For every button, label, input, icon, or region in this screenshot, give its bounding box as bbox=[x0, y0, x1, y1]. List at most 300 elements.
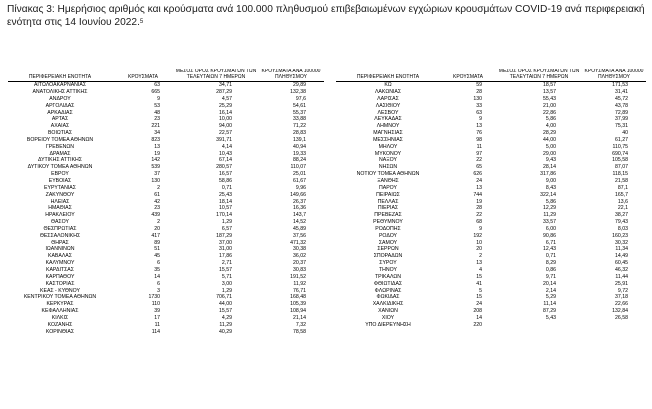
cases-cell: 13 bbox=[154, 143, 160, 150]
cases-cell: 22 bbox=[476, 157, 482, 164]
region-name-cell: ΒΟΙΩΤΙΑΣ bbox=[47, 130, 73, 137]
region-name-cell: ΘΕΣΣΑΛΟΝΙΚΗΣ bbox=[39, 232, 81, 239]
table-row bbox=[8, 123, 324, 130]
region-name-cell: ΞΑΝΘΗΣ bbox=[377, 178, 399, 184]
table-row bbox=[8, 212, 324, 219]
region-name-cell: ΛΑΣΙΘΙΟΥ bbox=[375, 102, 401, 109]
table-row bbox=[336, 294, 646, 301]
table-row bbox=[8, 110, 324, 117]
cases-per-100k-cell: 55,37 bbox=[293, 109, 306, 116]
region-name-cell: ΛΕΣΒΟΥ bbox=[377, 109, 399, 116]
region-name-cell: ΥΠΟ ΔΙΕΡΕΥΝΗΣΗ bbox=[365, 321, 411, 328]
seven-day-average-cell: 16,14 bbox=[219, 109, 232, 116]
table-row bbox=[8, 157, 324, 164]
table-row bbox=[336, 96, 646, 103]
cases-cell: 13 bbox=[476, 260, 482, 267]
seven-day-average-cell: 0,71 bbox=[545, 253, 556, 260]
region-name-cell: ΣΕΡΡΩΝ bbox=[377, 246, 399, 253]
cases-per-100k-cell: 14,52 bbox=[293, 219, 306, 226]
cases-cell: 20 bbox=[476, 246, 482, 253]
table-row bbox=[336, 157, 646, 164]
region-name-cell: ΝΗΣΩΝ bbox=[378, 164, 398, 171]
seven-day-average-cell: 4,14 bbox=[221, 143, 232, 150]
seven-day-average-cell: 15,57 bbox=[219, 266, 232, 273]
cases-per-100k-cell: 43,78 bbox=[615, 102, 628, 109]
seven-day-average-cell: 5,86 bbox=[545, 116, 556, 123]
seven-day-average-cell: 37,00 bbox=[219, 239, 232, 246]
region-name-cell: ΛΑΚΩΝΙΑΣ bbox=[374, 89, 402, 96]
cases-per-100k-cell: 171,53 bbox=[612, 82, 628, 89]
cases-cell: 3 bbox=[157, 287, 160, 294]
table-row bbox=[8, 274, 324, 281]
cases-cell: 33 bbox=[476, 102, 482, 109]
region-name-cell: ΣΑΜΟΥ bbox=[378, 239, 398, 246]
seven-day-average-cell: 25,43 bbox=[219, 191, 232, 198]
cases-cell: 98 bbox=[476, 136, 482, 143]
cases-per-100k-cell: 36,02 bbox=[293, 253, 306, 260]
header-row bbox=[336, 69, 646, 82]
right-data-table bbox=[336, 69, 646, 329]
region-name-cell: ΚΕΦΑΛΛΗΝΙΑΣ bbox=[41, 308, 79, 315]
seven-day-average-cell: 187,29 bbox=[216, 232, 232, 239]
seven-day-average-cell: 10,43 bbox=[219, 150, 232, 157]
table-row bbox=[336, 226, 646, 233]
cases-cell: 63 bbox=[476, 109, 482, 116]
cases-cell: 130 bbox=[151, 178, 160, 184]
cases-cell: 89 bbox=[154, 239, 160, 246]
cases-cell: 220 bbox=[473, 321, 482, 328]
cases-per-100k-cell: 168,48 bbox=[290, 294, 306, 301]
seven-day-average-cell: 4,29 bbox=[221, 314, 232, 321]
table-row bbox=[8, 301, 324, 308]
table-row bbox=[8, 233, 324, 240]
region-name-cell: ΤΗΝΟΥ bbox=[379, 266, 397, 273]
cases-cell: 9 bbox=[479, 225, 482, 232]
table-row bbox=[336, 199, 646, 206]
cases-cell: 15 bbox=[476, 294, 482, 301]
region-name-cell: ΠΑΡΟΥ bbox=[379, 184, 397, 191]
region-name-cell: ΛΑΡΙΣΑΣ bbox=[377, 95, 399, 102]
cases-cell: 17 bbox=[154, 314, 160, 321]
region-name-cell: ΣΥΡΟΥ bbox=[379, 260, 397, 267]
cases-per-100k-cell: 160,23 bbox=[612, 232, 628, 239]
cases-cell: 65 bbox=[476, 164, 482, 171]
seven-day-average-cell: 0,71 bbox=[221, 184, 232, 191]
table-row bbox=[8, 281, 324, 288]
region-name-cell: ΠΕΙΡΑΙΩΣ bbox=[376, 191, 400, 198]
region-name-cell: ΑΧΑΪΑΣ bbox=[50, 123, 70, 130]
table-row bbox=[8, 315, 324, 322]
cases-per-100k-cell: 28,83 bbox=[293, 130, 306, 137]
table-row bbox=[336, 178, 646, 185]
cases-per-100k-cell: 22,1 bbox=[617, 205, 628, 212]
cases-cell: 2 bbox=[157, 184, 160, 191]
table-row bbox=[336, 164, 646, 171]
cases-cell: 14 bbox=[476, 314, 482, 321]
seven-day-average-cell: 22,86 bbox=[543, 109, 556, 116]
table-row bbox=[336, 315, 646, 322]
seven-day-average-cell: 5,29 bbox=[545, 294, 556, 301]
cases-per-100k-cell: 8,03 bbox=[617, 225, 628, 232]
table-row bbox=[8, 192, 324, 199]
table-row bbox=[8, 185, 324, 192]
seven-day-average-cell: 1,29 bbox=[221, 219, 232, 226]
table-row bbox=[8, 144, 324, 151]
cases-per-100k-cell: 19,33 bbox=[293, 150, 306, 157]
seven-day-average-cell: 4,57 bbox=[221, 95, 232, 102]
cases-per-100k-cell: 38,27 bbox=[615, 212, 628, 219]
cases-per-100k-cell: 37,56 bbox=[293, 232, 306, 239]
cases-cell: 63 bbox=[154, 82, 160, 89]
region-name-cell: ΔΥΤΙΚΗΣ ΑΤΤΙΚΗΣ bbox=[38, 157, 82, 164]
seven-day-average-cell: 28,29 bbox=[543, 130, 556, 137]
table-row bbox=[336, 274, 646, 281]
table-row bbox=[8, 322, 324, 329]
cases-cell: 45 bbox=[154, 253, 160, 260]
cases-cell: 4 bbox=[479, 266, 482, 273]
table-row bbox=[8, 89, 324, 96]
region-name-cell: ΔΥΤΙΚΟΥ ΤΟΜΕΑ ΑΘΗΝΩΝ bbox=[27, 164, 93, 171]
region-name-cell: ΘΕΣΠΡΩΤΙΑΣ bbox=[43, 225, 77, 232]
cases-per-100k-cell: 165,7 bbox=[615, 191, 628, 198]
seven-day-average-cell: 22,57 bbox=[219, 130, 232, 137]
region-name-cell: ΓΡΕΒΕΝΩΝ bbox=[45, 143, 75, 150]
cases-cell: 34 bbox=[154, 130, 160, 137]
cases-cell: 9 bbox=[479, 116, 482, 123]
seven-day-average-cell: 18,57 bbox=[543, 82, 556, 89]
seven-day-average-cell: 10,00 bbox=[219, 116, 232, 123]
seven-day-average-cell: 18,14 bbox=[219, 198, 232, 205]
seven-day-average-cell: 280,57 bbox=[216, 164, 232, 171]
seven-day-average-cell: 90,86 bbox=[543, 232, 556, 239]
region-name-cell: ΑΙΤΩΛΟΑΚΑΡΝΑΝΙΑΣ bbox=[33, 82, 87, 89]
table-row bbox=[336, 308, 646, 315]
region-name-cell: ΜΥΚΟΝΟΥ bbox=[374, 150, 402, 157]
cases-cell: 42 bbox=[154, 198, 160, 205]
region-name-cell: ΣΠΟΡΑΔΩΝ bbox=[373, 253, 403, 260]
table-row bbox=[336, 240, 646, 247]
seven-day-average-cell: 9,43 bbox=[545, 157, 556, 164]
table-row bbox=[8, 116, 324, 123]
cases-cell: 28 bbox=[476, 89, 482, 96]
region-name-cell: ΑΡΓΟΛΙΔΑΣ bbox=[45, 102, 75, 109]
region-name-cell: ΚΟΖΑΝΗΣ bbox=[47, 321, 73, 328]
seven-day-average-cell: 6,00 bbox=[545, 225, 556, 232]
seven-day-average-cell: 15,57 bbox=[219, 308, 232, 315]
cases-cell: 130 bbox=[473, 95, 482, 102]
cases-cell: 539 bbox=[151, 164, 160, 171]
seven-day-average-cell: 322,14 bbox=[540, 191, 556, 198]
region-name-cell: ΔΡΑΜΑΣ bbox=[49, 150, 71, 157]
cases-per-100k-cell: 79,43 bbox=[615, 219, 628, 226]
table-row bbox=[8, 219, 324, 226]
cases-cell: 208 bbox=[473, 308, 482, 315]
cases-cell: 39 bbox=[154, 308, 160, 315]
cases-per-100k-cell: 471,32 bbox=[290, 239, 306, 246]
cases-per-100k-cell: 11,92 bbox=[293, 280, 306, 287]
cases-per-100k-cell: 25,01 bbox=[293, 171, 306, 178]
cases-per-100k-cell: 26,37 bbox=[293, 198, 306, 205]
caption-text: Πίνακας 3: Ημερήσιος αριθμός και κρούσματα ανά 100.000 πληθυσμού επιβεβαιωμένων εγχώριων κρουσμάτων COVID-19 ανά περιφερειακή ενότητα στις 14 Ιουνίου 2022. bbox=[7, 4, 645, 28]
seven-day-average-cell: 11,29 bbox=[543, 212, 556, 219]
region-name-cell: ΕΥΒΟΙΑΣ bbox=[48, 178, 72, 184]
region-name-cell: ΧΑΛΚΙΔΙΚΗΣ bbox=[372, 301, 404, 308]
cases-cell: 61 bbox=[154, 191, 160, 198]
cases-cell: 22 bbox=[476, 212, 482, 219]
region-name-cell: ΡΕΘΥΜΝΟΥ bbox=[373, 219, 403, 226]
cases-per-100k-cell: 14,49 bbox=[615, 253, 628, 260]
region-name-cell: ΚΕΑΣ - ΚΥΘΝΟΥ bbox=[40, 287, 80, 294]
seven-day-average-cell: 706,71 bbox=[216, 294, 232, 301]
seven-day-average-cell: 20,14 bbox=[543, 280, 556, 287]
cases-cell: 35 bbox=[154, 266, 160, 273]
cases-cell: 626 bbox=[473, 171, 482, 178]
seven-day-average-cell: 16,57 bbox=[219, 171, 232, 178]
table-row bbox=[336, 103, 646, 110]
cases-per-100k-cell: 87,07 bbox=[615, 164, 628, 171]
caption-footnote-ref: 5 bbox=[139, 18, 144, 25]
table-row bbox=[336, 253, 646, 260]
table-row bbox=[336, 212, 646, 219]
cases-per-100k-cell: 88,24 bbox=[293, 157, 306, 164]
table-row bbox=[336, 246, 646, 253]
region-name-cell: ΘΗΡΑΣ bbox=[51, 239, 69, 246]
cases-per-100k-cell: 132,84 bbox=[612, 308, 628, 315]
table-row bbox=[336, 116, 646, 123]
table-row bbox=[336, 267, 646, 274]
seven-day-average-cell: 9,71 bbox=[545, 273, 556, 280]
seven-day-average-cell: 10,57 bbox=[219, 205, 232, 212]
cases-cell: 15 bbox=[476, 273, 482, 280]
table-row bbox=[8, 267, 324, 274]
cases-cell: 110 bbox=[151, 301, 160, 308]
cases-cell: 68 bbox=[476, 219, 482, 226]
cases-cell: 11 bbox=[154, 321, 160, 328]
cases-per-100k-cell: 46,32 bbox=[615, 266, 628, 273]
cases-per-100k-cell: 21,58 bbox=[615, 178, 628, 184]
table-row bbox=[336, 301, 646, 308]
table-row bbox=[336, 110, 646, 117]
cases-cell: 744 bbox=[473, 191, 482, 198]
seven-day-average-cell: 9,00 bbox=[545, 178, 556, 184]
seven-day-average-cell: 5,86 bbox=[545, 198, 556, 205]
seven-day-average-cell: 67,14 bbox=[219, 157, 232, 164]
table-row bbox=[8, 288, 324, 295]
region-name-cell: ΡΟΔΟΠΗΣ bbox=[375, 225, 401, 232]
table-row bbox=[336, 205, 646, 212]
cases-per-100k-cell: 108,94 bbox=[290, 308, 306, 315]
table-row bbox=[336, 130, 646, 137]
seven-day-average-cell: 1,29 bbox=[221, 287, 232, 294]
cases-cell: 1730 bbox=[148, 294, 160, 301]
cases-cell: 665 bbox=[151, 89, 160, 96]
region-name-cell: ΝΟΤΙΟΥ ΤΟΜΕΑ ΑΘΗΝΩΝ bbox=[356, 171, 420, 178]
seven-day-average-cell: 31,00 bbox=[219, 246, 232, 253]
cases-per-100k-cell: 72,89 bbox=[615, 109, 628, 116]
cases-per-100k-cell: 30,32 bbox=[615, 239, 628, 246]
header-row bbox=[8, 69, 324, 82]
seven-day-average-cell: 11,14 bbox=[543, 301, 556, 308]
table-row bbox=[8, 308, 324, 315]
cases-per-100k-cell: 29,89 bbox=[293, 82, 306, 89]
cases-cell: 417 bbox=[151, 232, 160, 239]
table-row bbox=[8, 253, 324, 260]
table-row bbox=[8, 178, 324, 185]
seven-day-average-cell: 287,29 bbox=[216, 89, 232, 96]
table-caption bbox=[7, 4, 647, 29]
cases-per-100k-cell: 25,91 bbox=[615, 280, 628, 287]
header-region: ΠΕΡΙΦΕΡΕΙΑΚΗ ΕΝΟΤΗΤΑ bbox=[336, 69, 440, 82]
table-row bbox=[336, 123, 646, 130]
region-name-cell: ΠΡΕΒΕΖΑΣ bbox=[374, 212, 402, 219]
region-name-cell: ΚΩ bbox=[384, 82, 392, 89]
cases-cell: 24 bbox=[476, 178, 482, 184]
table-row bbox=[336, 281, 646, 288]
region-name-cell: ΛΗΜΝΟΥ bbox=[376, 123, 400, 130]
header-7day-average: ΜΕΣΟΣ ΟΡΟΣ ΚΡΟΥΣΜΑΤΩΝ ΤΩΝ ΤΕΛΕΥΤΑΙΩΝ 7 ΗΜΕΡΩΝ bbox=[174, 69, 258, 82]
table-row bbox=[8, 240, 324, 247]
region-name-cell: ΚΑΛΥΜΝΟΥ bbox=[45, 260, 75, 267]
table-row bbox=[8, 103, 324, 110]
cases-cell: 221 bbox=[151, 123, 160, 130]
right-table-body bbox=[336, 82, 646, 329]
seven-day-average-cell: 2,14 bbox=[545, 287, 556, 294]
cases-cell: 13 bbox=[476, 184, 482, 191]
cases-per-100k-cell: 40,94 bbox=[293, 143, 306, 150]
cases-per-100k-cell: 61,27 bbox=[615, 136, 628, 143]
region-name-cell: ΑΡΚΑΔΙΑΣ bbox=[47, 109, 73, 116]
cases-cell: 192 bbox=[473, 232, 482, 239]
cases-per-100k-cell: 11,34 bbox=[615, 246, 628, 253]
region-name-cell: ΧΙΟΥ bbox=[381, 314, 395, 321]
table-row bbox=[8, 205, 324, 212]
region-name-cell: ΦΩΚΙΔΑΣ bbox=[376, 294, 400, 301]
cases-per-100k-cell: 31,41 bbox=[615, 89, 628, 96]
cases-cell: 28 bbox=[476, 205, 482, 212]
table-row bbox=[336, 233, 646, 240]
seven-day-average-cell: 28,14 bbox=[543, 164, 556, 171]
table-row bbox=[8, 329, 324, 336]
cases-cell: 439 bbox=[151, 212, 160, 219]
cases-cell: 19 bbox=[154, 150, 160, 157]
region-name-cell: ΦΘΙΩΤΙΔΑΣ bbox=[373, 280, 403, 287]
region-name-cell: ΚΕΡΚΥΡΑΣ bbox=[46, 301, 74, 308]
cases-cell: 13 bbox=[476, 123, 482, 130]
seven-day-average-cell: 8,29 bbox=[545, 260, 556, 267]
cases-per-100k-cell: 7,32 bbox=[295, 321, 306, 328]
region-name-cell: ΗΛΕΙΑΣ bbox=[50, 198, 70, 205]
cases-per-100k-cell bbox=[582, 322, 646, 329]
region-name-cell: ΑΝΑΤΟΛΙΚΗΣ ΑΤΤΙΚΗΣ bbox=[32, 89, 88, 96]
cases-per-100k-cell: 149,66 bbox=[290, 191, 306, 198]
seven-day-average-cell: 29,00 bbox=[543, 150, 556, 157]
cases-per-100k-cell: 45,72 bbox=[615, 95, 628, 102]
cases-per-100k-cell: 30,38 bbox=[293, 246, 306, 253]
table-row bbox=[8, 130, 324, 137]
region-name-cell: ΚΟΡΙΝΘΙΑΣ bbox=[45, 328, 75, 335]
cases-cell: 19 bbox=[476, 198, 482, 205]
table-row bbox=[336, 89, 646, 96]
left-data-table bbox=[8, 69, 324, 335]
region-name-cell: ΠΕΛΛΑΣ bbox=[377, 198, 399, 205]
cases-cell: 11 bbox=[476, 143, 482, 150]
region-name-cell: ΠΙΕΡΙΑΣ bbox=[377, 205, 399, 212]
table-row bbox=[8, 199, 324, 206]
cases-per-100k-cell: 54,61 bbox=[293, 102, 306, 109]
region-name-cell: ΚΑΒΑΛΑΣ bbox=[48, 253, 72, 260]
seven-day-average-cell: 87,29 bbox=[543, 308, 556, 315]
left-table-body bbox=[8, 82, 324, 336]
seven-day-average-cell: 25,29 bbox=[219, 102, 232, 109]
cases-per-100k-cell: 9,72 bbox=[617, 287, 628, 294]
cases-per-100k-cell: 20,37 bbox=[293, 260, 306, 267]
table-row bbox=[336, 260, 646, 267]
region-name-cell: ΜΗΛΟΥ bbox=[378, 143, 398, 150]
cases-per-100k-cell: 61,67 bbox=[293, 178, 306, 184]
region-name-cell: ΚΕΝΤΡΙΚΟΥ ΤΟΜΕΑ ΑΘΗΝΩΝ bbox=[23, 294, 97, 301]
cases-cell: 114 bbox=[151, 328, 160, 335]
cases-per-100k-cell: 22,66 bbox=[615, 301, 628, 308]
cases-cell: 9 bbox=[157, 95, 160, 102]
cases-per-100k-cell: 110,75 bbox=[612, 143, 628, 150]
seven-day-average-cell: 17,86 bbox=[219, 253, 232, 260]
table-row bbox=[336, 137, 646, 144]
header-cases: ΚΡΟΥΣΜΑΤΑ bbox=[440, 69, 496, 82]
cases-per-100k-cell: 40 bbox=[622, 130, 628, 137]
seven-day-average-cell: 391,71 bbox=[216, 136, 232, 143]
region-name-cell: ΚΑΡΠΑΘΟΥ bbox=[45, 273, 75, 280]
region-name-cell: ΗΜΑΘΙΑΣ bbox=[48, 205, 72, 212]
seven-day-average-cell: 13,57 bbox=[543, 89, 556, 96]
table-row bbox=[336, 192, 646, 199]
cases-per-100k-cell: 33,88 bbox=[293, 116, 306, 123]
table-row bbox=[8, 226, 324, 233]
table-row bbox=[8, 82, 324, 89]
cases-per-100k-cell: 105,58 bbox=[612, 157, 628, 164]
cases-cell: 51 bbox=[154, 246, 160, 253]
table-row bbox=[336, 82, 646, 89]
seven-day-average-cell: 12,43 bbox=[543, 246, 556, 253]
cases-per-100k-cell: 13,6 bbox=[617, 198, 628, 205]
region-name-cell: ΒΟΡΕΙΟΥ ΤΟΜΕΑ ΑΘΗΝΩΝ bbox=[26, 136, 94, 143]
seven-day-average-cell: 317,86 bbox=[540, 171, 556, 178]
cases-per-100k-cell: 9,96 bbox=[295, 184, 306, 191]
cases-cell: 142 bbox=[151, 157, 160, 164]
seven-day-average-cell: 170,14 bbox=[216, 212, 232, 219]
region-name-cell: ΚΑΣΤΟΡΙΑΣ bbox=[45, 280, 75, 287]
seven-day-average-cell: 58,86 bbox=[219, 178, 232, 184]
region-name-cell: ΕΥΡΥΤΑΝΙΑΣ bbox=[44, 184, 76, 191]
region-name-cell: ΚΑΡΔΙΤΣΑΣ bbox=[46, 266, 74, 273]
cases-cell: 2 bbox=[479, 253, 482, 260]
cases-per-100k-cell: 191,52 bbox=[290, 273, 306, 280]
cases-cell: 59 bbox=[476, 82, 482, 89]
seven-day-average-cell: 5,43 bbox=[545, 314, 556, 321]
cases-cell: 23 bbox=[154, 205, 160, 212]
region-name-cell: ΗΡΑΚΛΕΙΟΥ bbox=[45, 212, 75, 219]
seven-day-average-cell: 55,43 bbox=[543, 95, 556, 102]
header-region: ΠΕΡΙΦΕΡΕΙΑΚΗ ΕΝΟΤΗΤΑ bbox=[8, 69, 112, 82]
cases-per-100k-cell: 26,58 bbox=[615, 314, 628, 321]
header-cases-per-100k: ΚΡΟΥΣΜΑΤΑ ΑΝΑ 100000 ΠΛΗΘΥΣΜΟΥ bbox=[258, 69, 324, 82]
cases-per-100k-cell: 87,1 bbox=[617, 184, 628, 191]
cases-per-100k-cell: 21,14 bbox=[293, 314, 306, 321]
seven-day-average-cell: 0,86 bbox=[545, 266, 556, 273]
cases-per-100k-cell: 75,31 bbox=[615, 123, 628, 130]
seven-day-average-cell bbox=[496, 322, 582, 329]
cases-per-100k-cell: 97,6 bbox=[295, 95, 306, 102]
seven-day-average-cell: 21,00 bbox=[543, 102, 556, 109]
